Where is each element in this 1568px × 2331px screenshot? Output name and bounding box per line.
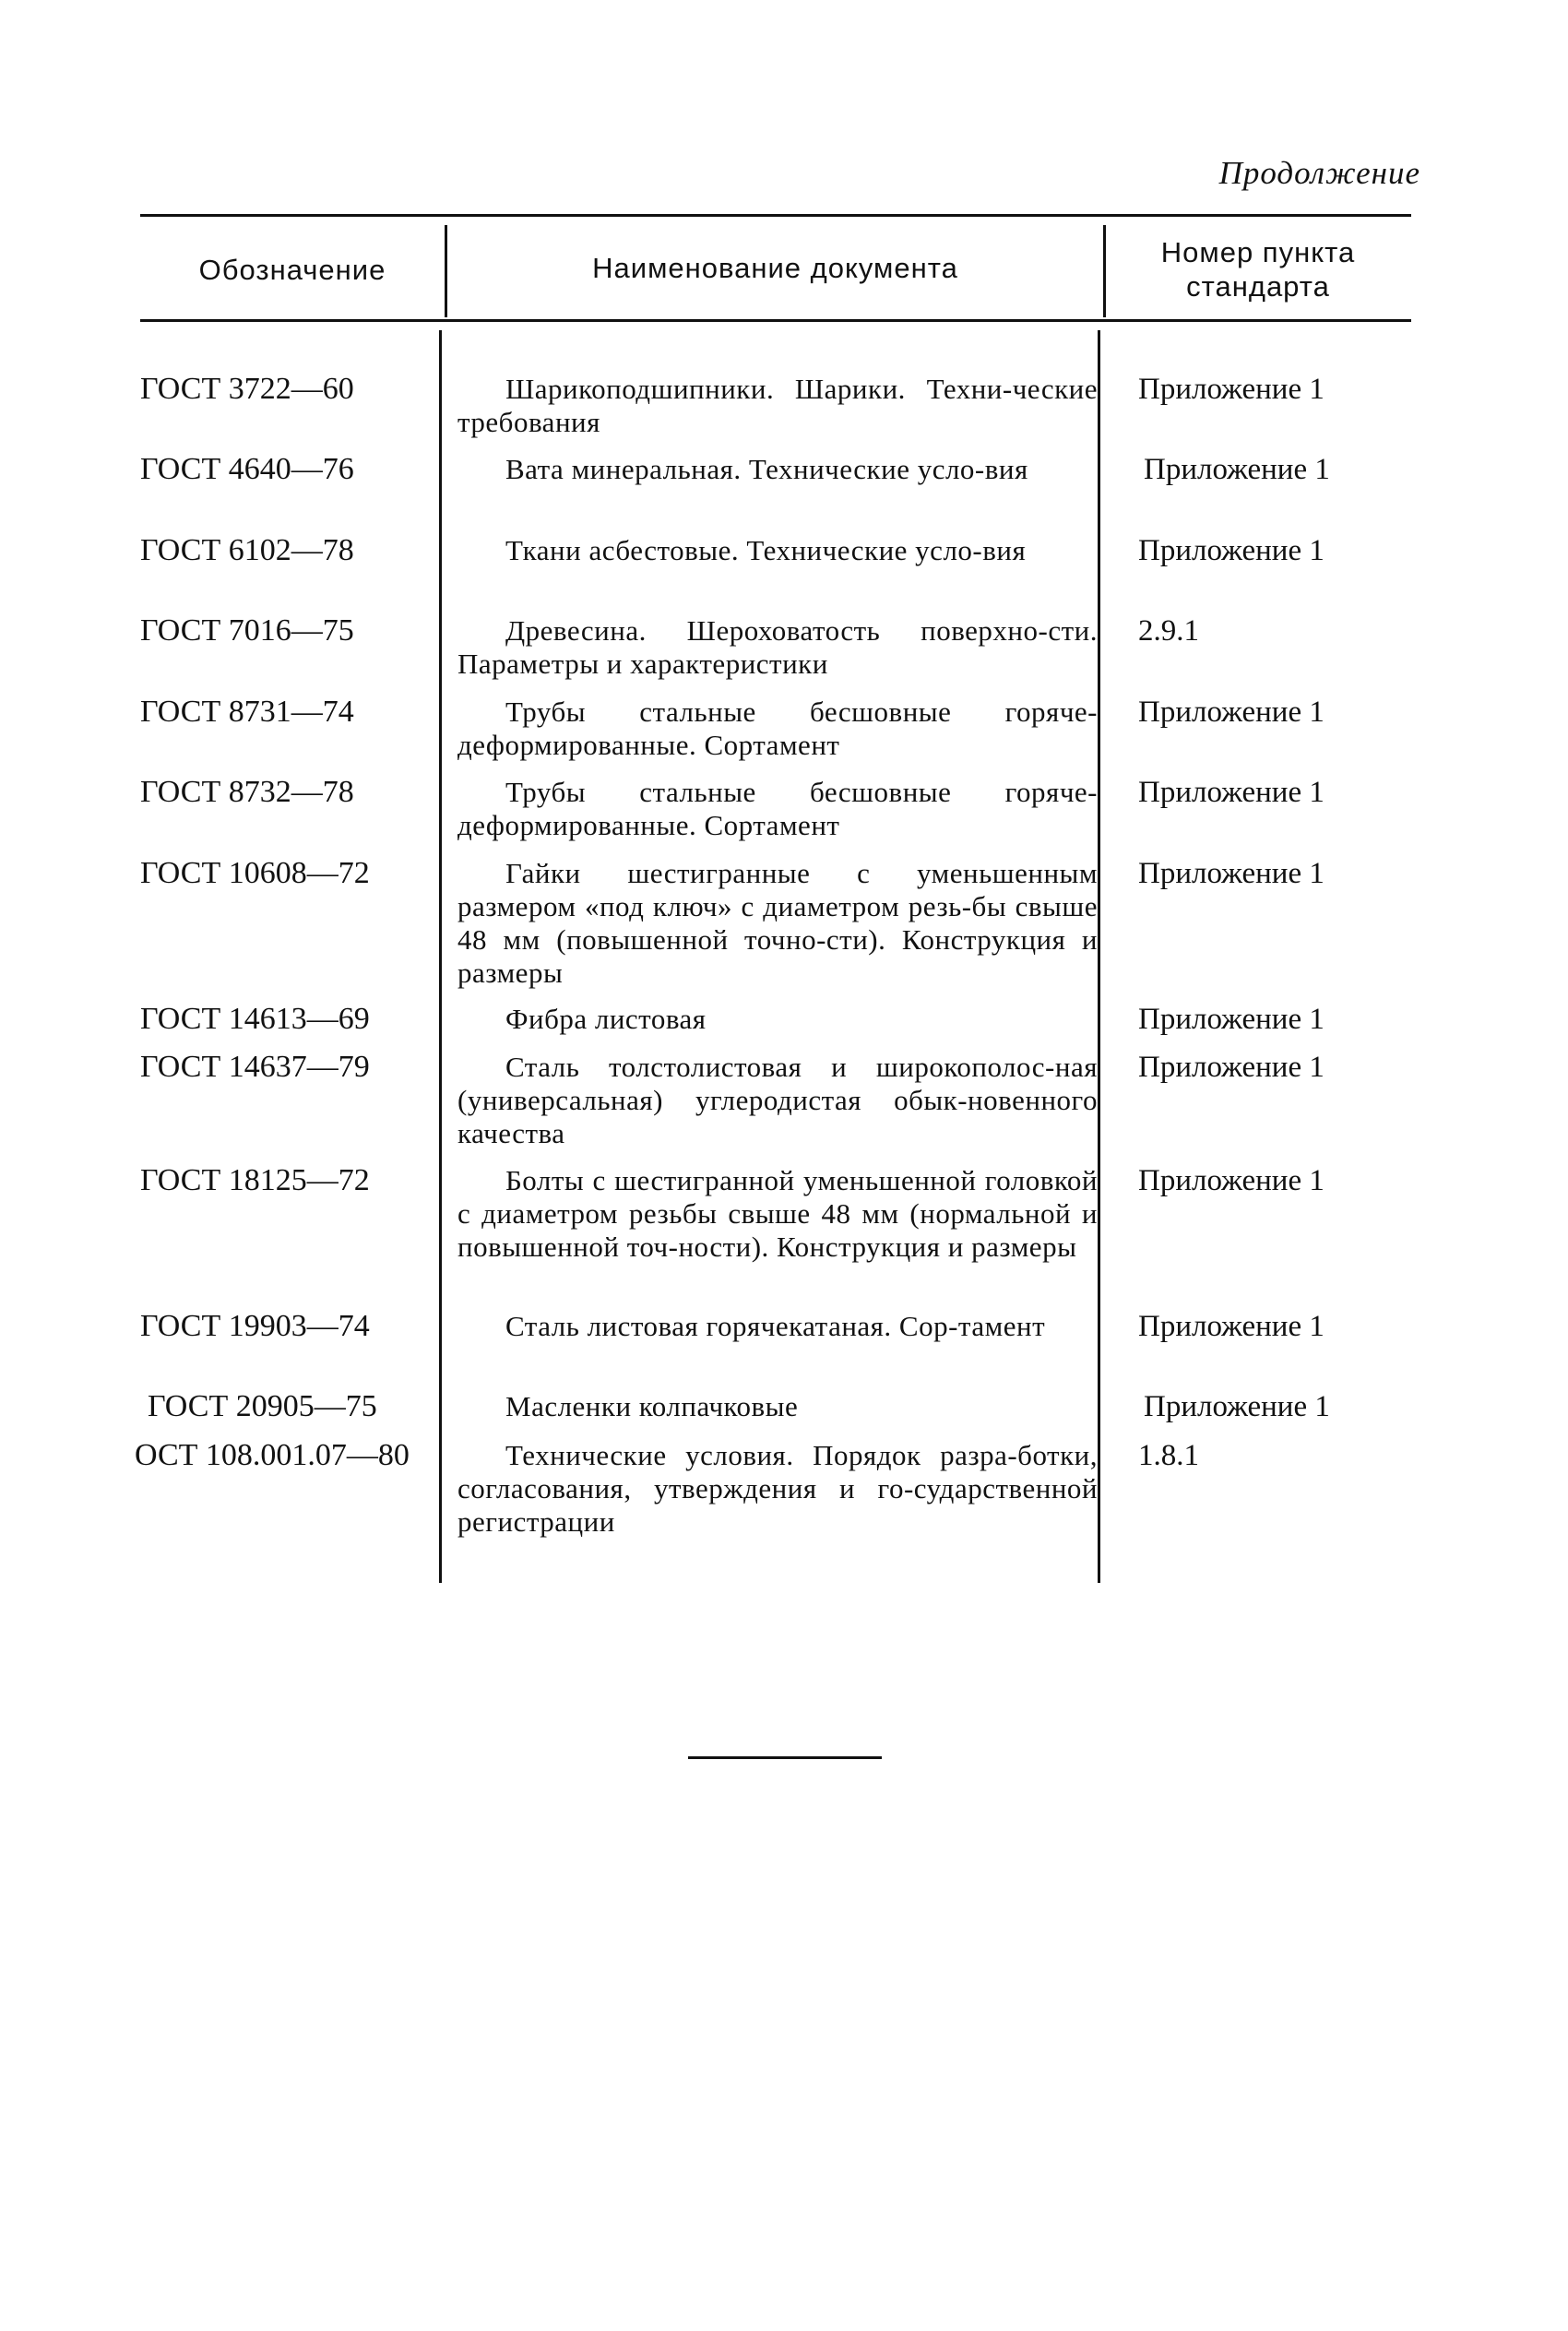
row-document-name-text: Технические условия. Порядок разра-ботки, согласования, утверждения и го-сударственной регистрации xyxy=(457,1439,1098,1538)
row-document-name-text: Сталь толстолистовая и широкополос-ная (универсальная) углеродистая обык-новенного качества xyxy=(457,1051,1098,1149)
row-clause: Приложение 1 xyxy=(1144,453,1330,486)
row-clause: Приложение 1 xyxy=(1138,1310,1324,1343)
row-document-name-text: Гайки шестигранные с уменьшенным размером «под ключ» с диаметром резь-бы свыше 48 мм (повышенной точно-сти). Конструкция и размеры xyxy=(457,857,1098,989)
row-designation: ГОСТ 4640—76 xyxy=(140,452,354,486)
header-clause-line1: Номер пункта xyxy=(1160,236,1356,268)
table-top-rule xyxy=(140,214,1411,217)
row-designation: ГОСТ 6102—78 xyxy=(140,533,354,567)
row-clause: Приложение 1 xyxy=(1138,1051,1324,1084)
row-designation: ГОСТ 19903—74 xyxy=(140,1309,370,1343)
header-clause-number xyxy=(1106,235,1410,303)
row-clause: Приложение 1 xyxy=(1138,696,1324,729)
row-document-name xyxy=(457,696,1098,762)
row-document-name xyxy=(457,1390,1098,1423)
end-rule xyxy=(688,1756,882,1759)
row-document-name-text: Болты с шестигранной уменьшенной головкой с диаметром резьбы свыше 48 мм (нормальной и повышенной точ-ности). Конструкция и размеры xyxy=(457,1164,1098,1263)
row-document-name-text: Шарикоподшипники. Шарики. Техни-ческие требования xyxy=(457,373,1098,438)
row-clause: Приложение 1 xyxy=(1138,776,1324,809)
row-document-name-text: Масленки колпачковые xyxy=(505,1390,799,1422)
continuation-label: Продолжение xyxy=(1218,155,1420,191)
row-designation: ГОСТ 8732—78 xyxy=(140,775,354,809)
header-designation: Обозначение xyxy=(198,254,386,286)
row-document-name xyxy=(457,453,1098,486)
row-document-name xyxy=(457,857,1098,990)
row-document-name-text: Ткани асбестовые. Технические усло-вия xyxy=(505,534,1027,566)
table-header-bottom-rule xyxy=(140,319,1411,322)
row-designation: ГОСТ 18125—72 xyxy=(140,1163,370,1197)
row-clause: Приложение 1 xyxy=(1138,534,1324,567)
header-document-name: Наименование документа xyxy=(592,252,958,284)
row-designation: ГОСТ 7016—75 xyxy=(140,613,354,648)
row-document-name xyxy=(457,1051,1098,1150)
row-clause: Приложение 1 xyxy=(1144,1390,1330,1423)
row-document-name-text: Трубы стальные бесшовные горяче-деформированные. Сортамент xyxy=(457,696,1098,761)
row-clause: 2.9.1 xyxy=(1138,614,1199,648)
row-document-name xyxy=(457,1310,1098,1343)
row-designation: ГОСТ 8731—74 xyxy=(140,695,354,729)
row-clause: Приложение 1 xyxy=(1138,857,1324,890)
body-divider-2 xyxy=(1098,330,1100,1583)
row-clause: Приложение 1 xyxy=(1138,1003,1324,1036)
row-designation: ГОСТ 20905—75 xyxy=(148,1389,377,1423)
row-clause: Приложение 1 xyxy=(1138,373,1324,406)
row-designation: ГОСТ 14637—79 xyxy=(140,1050,370,1084)
row-designation: ГОСТ 3722—60 xyxy=(140,372,354,406)
row-document-name xyxy=(457,614,1098,681)
row-document-name xyxy=(457,776,1098,842)
row-designation: ГОСТ 10608—72 xyxy=(140,856,370,890)
row-document-name xyxy=(457,1003,1098,1036)
row-document-name xyxy=(457,373,1098,439)
row-designation: ОСТ 108.001.07—80 xyxy=(135,1438,410,1472)
row-document-name-text: Древесина. Шероховатость поверхно-сти. Параметры и характеристики xyxy=(457,614,1098,680)
header-clause-line2: стандарта xyxy=(1186,270,1330,303)
row-document-name xyxy=(457,534,1098,567)
row-clause: Приложение 1 xyxy=(1138,1164,1324,1197)
row-document-name-text: Фибра листовая xyxy=(505,1003,707,1035)
row-document-name-text: Вата минеральная. Технические усло-вия xyxy=(505,453,1028,485)
row-document-name-text: Сталь листовая горячекатаная. Сор-тамент xyxy=(505,1310,1046,1342)
row-document-name-text: Трубы стальные бесшовные горяче-деформированные. Сортамент xyxy=(457,776,1098,841)
row-document-name xyxy=(457,1439,1098,1539)
row-clause: 1.8.1 xyxy=(1138,1439,1199,1472)
row-document-name xyxy=(457,1164,1098,1264)
row-designation: ГОСТ 14613—69 xyxy=(140,1002,370,1036)
